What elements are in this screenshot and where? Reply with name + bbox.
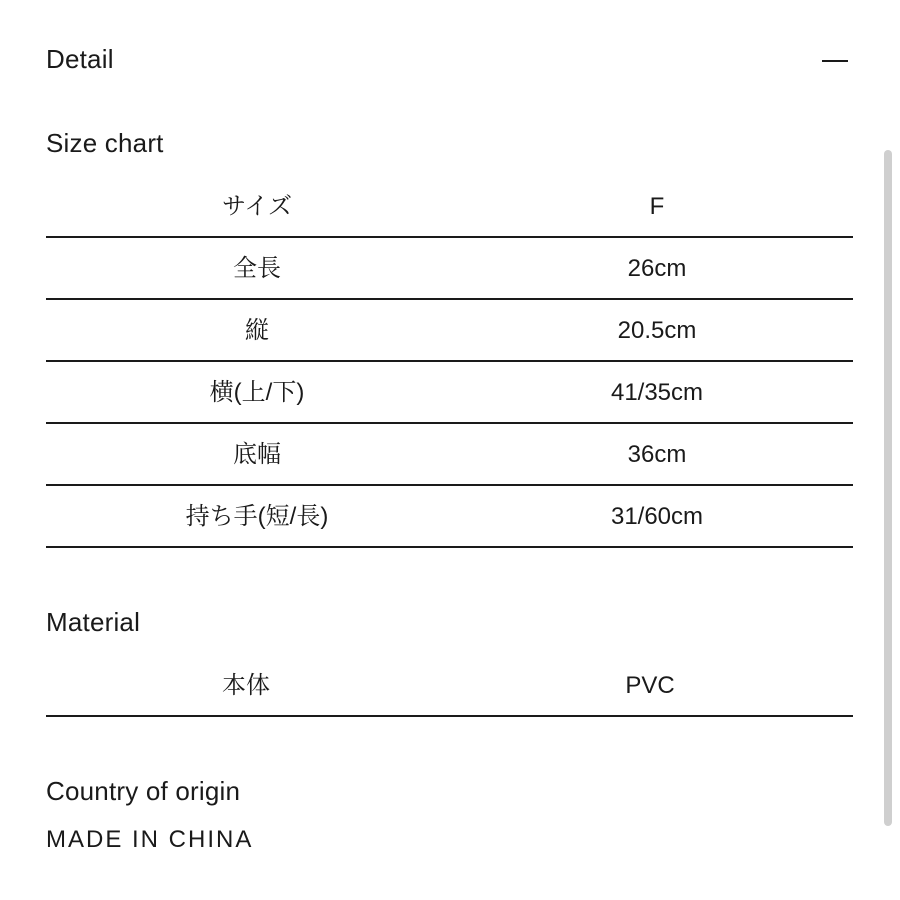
table-row — [46, 362, 853, 424]
size-chart-table — [46, 176, 853, 548]
country-of-origin-value: MADE IN CHINA — [46, 826, 254, 853]
size-row-value: 20.5cm — [617, 317, 697, 344]
material-row-label: 本体 — [222, 672, 270, 699]
table-row — [46, 238, 853, 300]
minus-icon[interactable] — [822, 60, 848, 62]
table-row — [46, 300, 853, 362]
size-row-value: 41/35cm — [610, 379, 704, 406]
size-row-label: 横(上/下) — [209, 379, 305, 406]
detail-accordion-header[interactable] — [46, 40, 852, 84]
material-table — [46, 655, 853, 717]
material-title: Material — [46, 607, 141, 637]
size-chart-title: Size chart — [46, 128, 164, 158]
size-chart-header-row — [46, 176, 853, 238]
material-row-value: PVC — [625, 672, 675, 699]
size-row-label: 底幅 — [233, 441, 281, 468]
size-row-value: 31/60cm — [610, 503, 704, 530]
detail-title: Detail — [46, 44, 114, 74]
size-row-value: 36cm — [627, 441, 687, 468]
size-header-value: F — [649, 193, 665, 220]
table-row — [46, 486, 853, 548]
scrollbar-thumb[interactable] — [884, 150, 892, 826]
size-row-label: 縦 — [245, 317, 269, 344]
size-row-label: 全長 — [233, 255, 281, 282]
size-row-value: 26cm — [627, 255, 687, 282]
table-row — [46, 655, 853, 717]
country-of-origin-title: Country of origin — [46, 776, 241, 806]
table-row — [46, 424, 853, 486]
size-row-label: 持ち手(短/長) — [185, 503, 329, 530]
vertical-scrollbar[interactable] — [884, 150, 892, 826]
size-header-label: サイズ — [221, 193, 293, 220]
